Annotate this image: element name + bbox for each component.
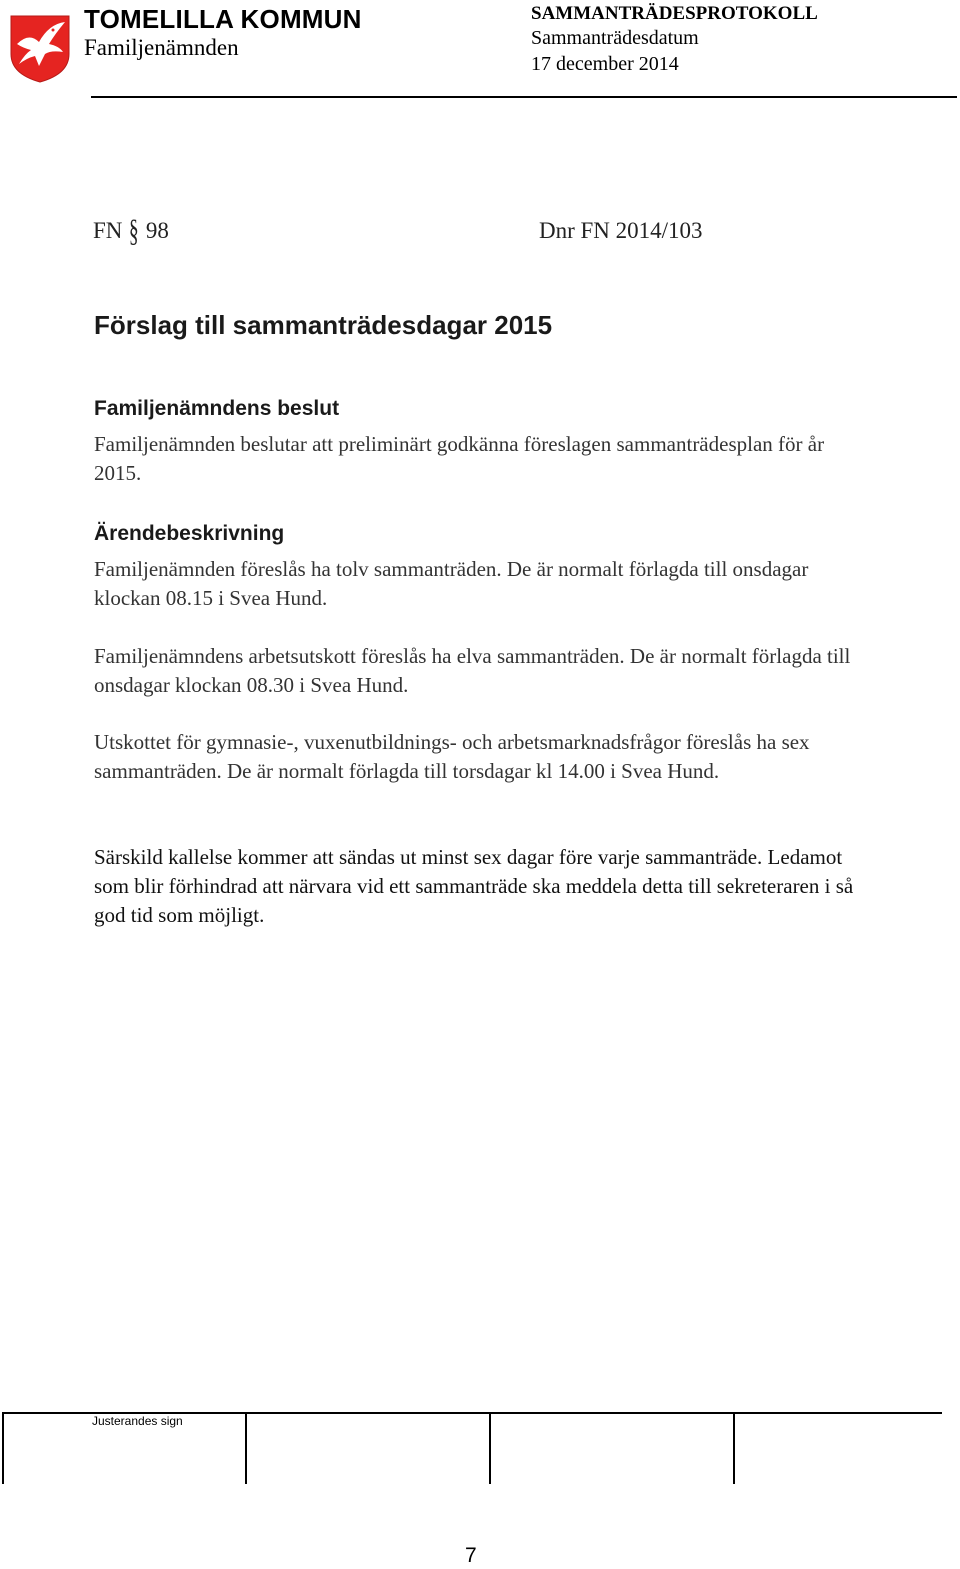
document-type: SAMMANTRÄDESPROTOKOLL <box>531 3 818 24</box>
description-paragraph: Särskild kallelse kommer att sändas ut minst sex dagar före varje sammanträde. Ledamot som blir förhindrad att närvara vid ett sammanträde ska meddela detta till sekreteraren i så god tid som möjligt. <box>94 845 854 927</box>
case-number <box>93 212 169 248</box>
coat-of-arms-logo <box>9 14 71 84</box>
description-heading: Ärendebeskrivning <box>94 522 285 545</box>
signature-label: Justerandes sign <box>92 1414 183 1428</box>
page-number: 7 <box>465 1544 477 1567</box>
signature-cell-divider <box>245 1414 247 1484</box>
decision-heading: Familjenämndens beslut <box>94 397 340 420</box>
section-symbol: § <box>129 212 140 248</box>
header-divider <box>91 96 957 98</box>
signature-cell-divider <box>733 1414 735 1484</box>
decision-text: Familjenämnden beslutar att preliminärt godkänna föreslagen sammanträdesplan för år 2015. <box>94 432 825 485</box>
description-paragraph: Utskottet för gymnasie-, vuxenutbildnings- och arbetsmarknadsfrågor föreslås ha sex sammanträden. De är normalt förlagda till torsdagar kl 14.00 i Svea Hund. <box>94 730 810 783</box>
diary-number: Dnr FN 2014/103 <box>539 218 703 243</box>
description-paragraph: Familjenämndens arbetsutskott föreslås ha elva sammanträden. De är normalt förlagda till onsdagar klockan 08.30 i Svea Hund. <box>94 644 851 697</box>
page-title: Förslag till sammanträdesdagar 2015 <box>94 310 553 340</box>
organization-name: TOMELILLA KOMMUN <box>84 4 362 34</box>
signature-cell-divider <box>489 1414 491 1484</box>
signature-cell-divider <box>2 1414 4 1484</box>
case-section-number: 98 <box>145 218 169 243</box>
meeting-date-label: Sammanträdesdatum <box>531 27 699 49</box>
case-prefix: FN <box>93 218 123 243</box>
description-paragraph: Familjenämnden föreslås ha tolv sammanträden. De är normalt förlagda till onsdagar klockan 08.15 i Svea Hund. <box>94 557 809 610</box>
meeting-date: 17 december 2014 <box>531 53 679 75</box>
board-name: Familjenämnden <box>84 35 239 60</box>
coat-of-arms-bird-icon <box>9 14 71 84</box>
